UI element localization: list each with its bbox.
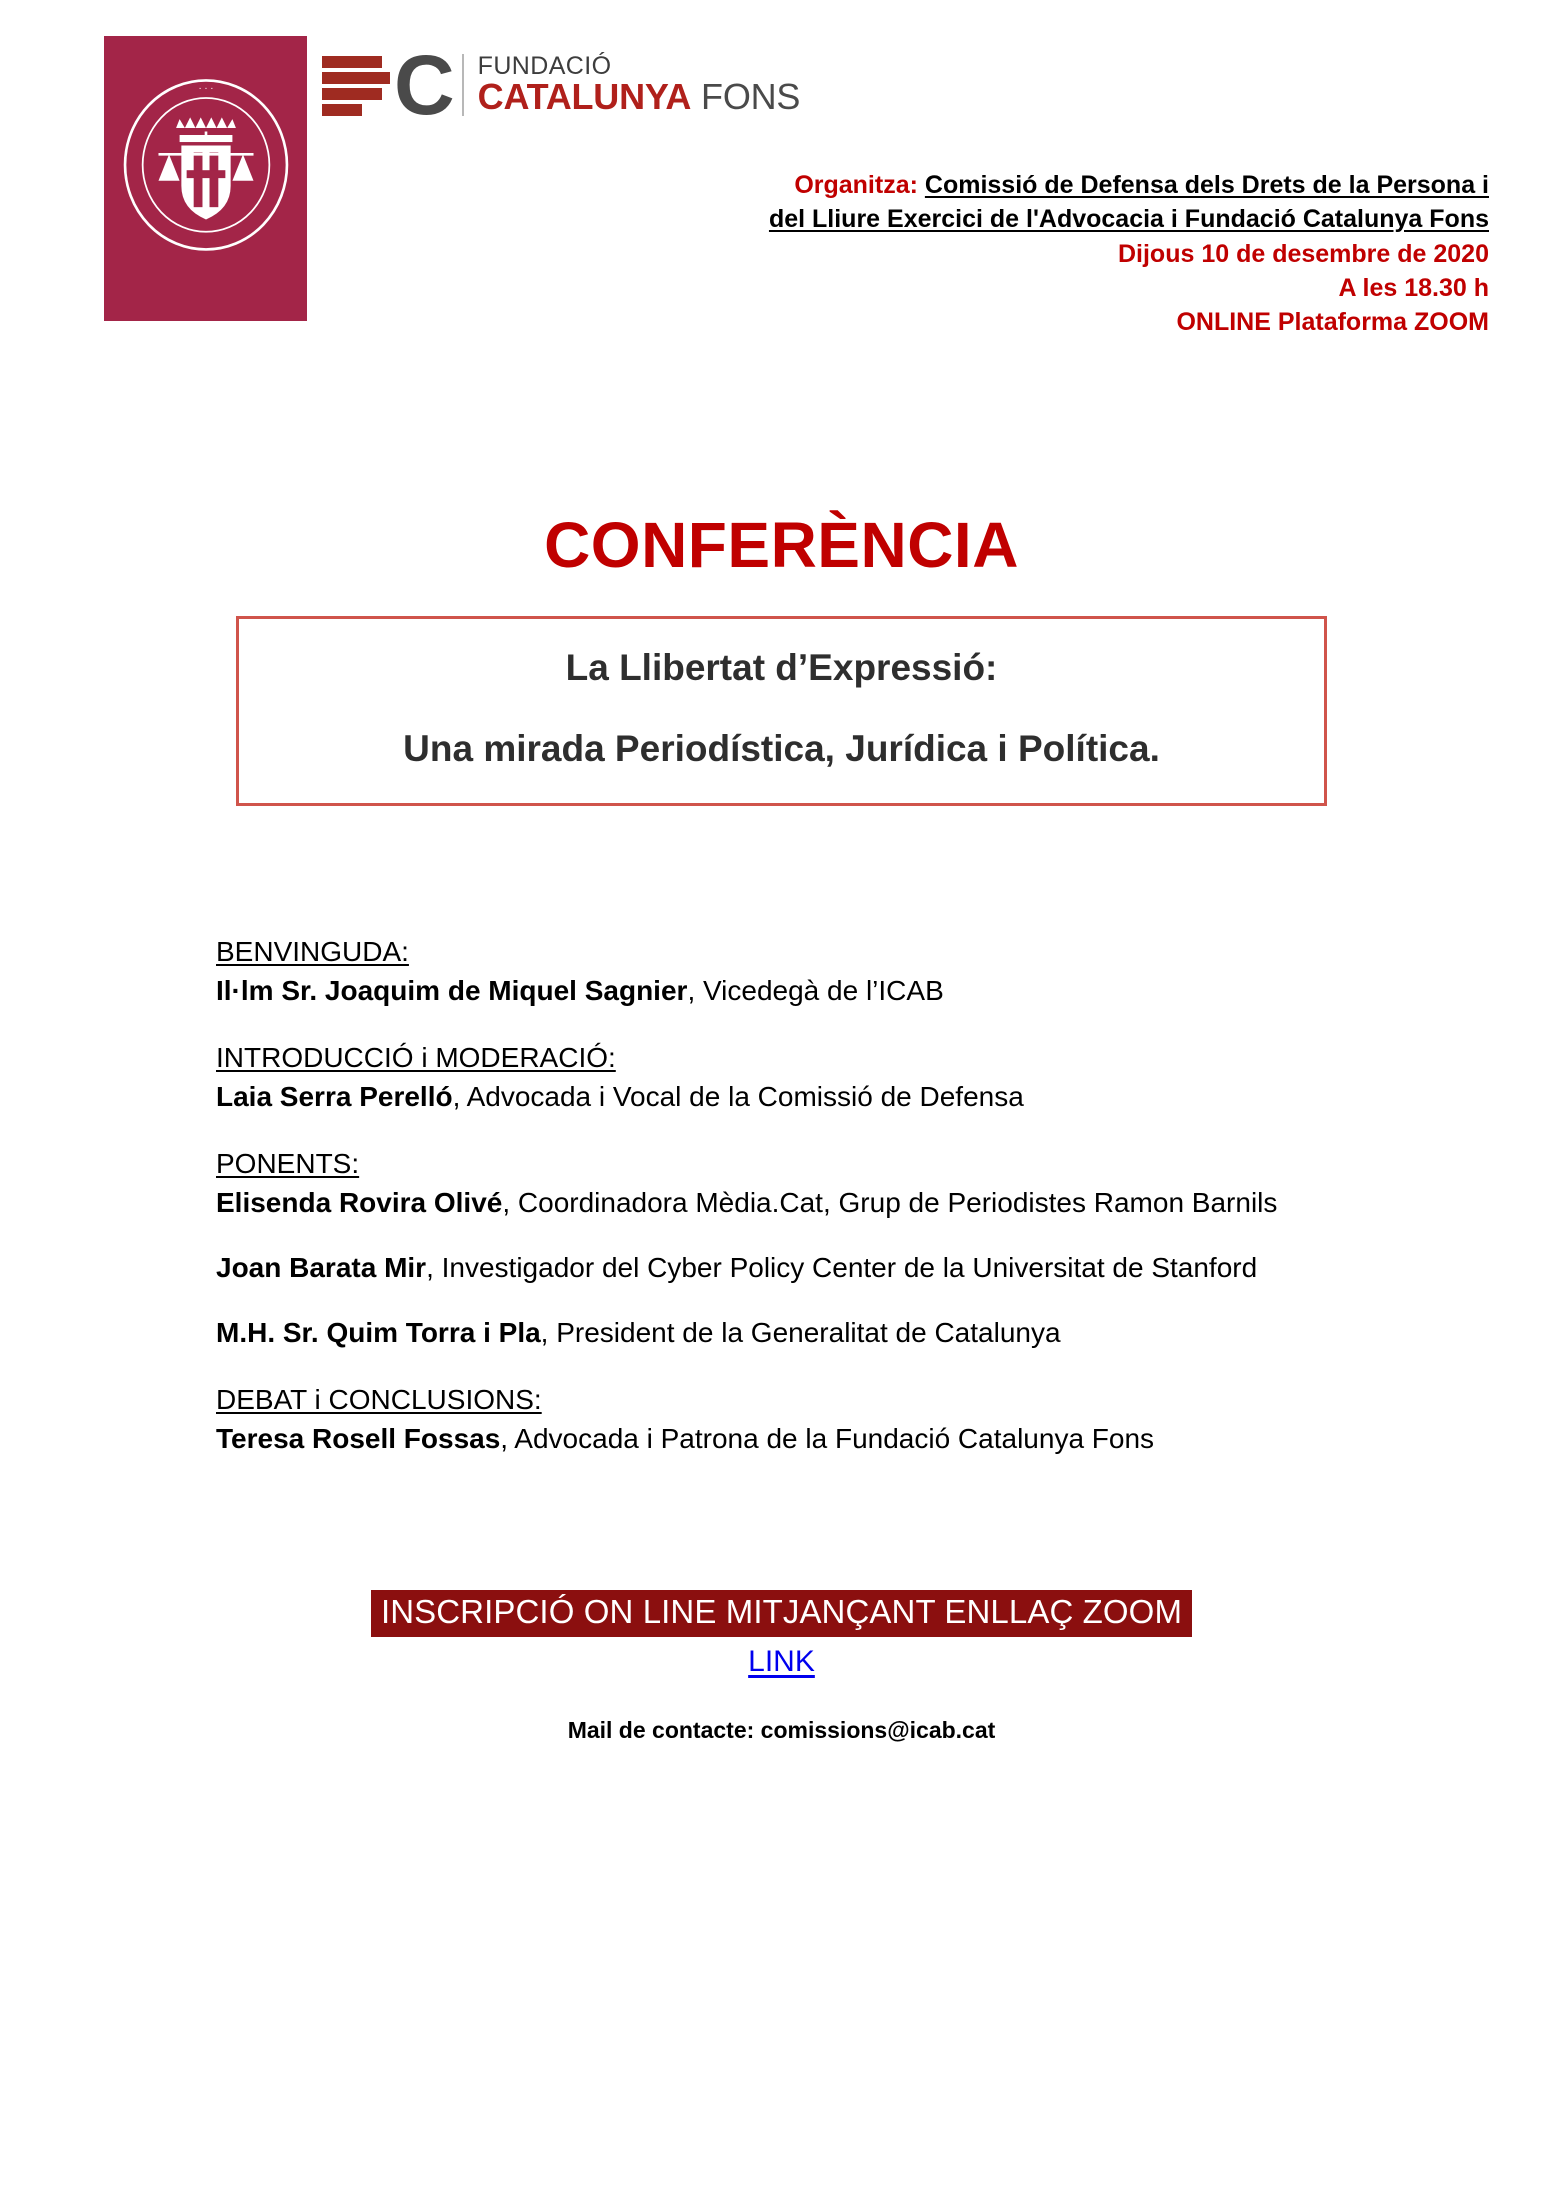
speaker-name: Joan Barata Mir [216,1251,427,1283]
conference-title-box [236,616,1327,806]
conference-title-line-2: Una mirada Periodística, Jurídica i Política. [403,728,1160,769]
speaker-name: Teresa Rosell Fossas [216,1422,501,1454]
program-entry [216,1250,1351,1287]
speaker-role: , Investigador del Cyber Policy Center de la Universitat de Stanford [426,1251,1258,1283]
program-section-debat [216,1382,1351,1458]
registration-banner: INSCRIPCIÓ ON LINE MITJANÇANT ENLLAÇ ZOOM [371,1590,1192,1637]
fundacio-catalunya-fons-logo [322,37,801,132]
fcf-bars-icon [322,54,390,116]
program-section-ponents [216,1146,1351,1352]
section-heading: PONENTS: [216,1147,360,1179]
speaker-role: , Vicedegà de l’ICAB [687,974,944,1006]
fcf-divider [462,54,464,116]
section-heading: BENVINGUDA: [216,936,409,967]
speaker-role: , President de la Generalitat de Catalunya [540,1316,1061,1348]
program-entry [216,1079,1351,1116]
speaker-name: Laia Serra Perelló [216,1080,453,1112]
organizer-line-2 [689,202,1489,236]
icab-seal-icon [118,76,294,252]
icab-logo [104,36,307,321]
poster-footer [0,1590,1563,1744]
speaker-name: M.H. Sr. Quim Torra i Pla [216,1316,541,1348]
fcf-c-letter: C [394,37,452,132]
organizer-line-1 [689,168,1489,202]
program-entry [216,1421,1351,1458]
program-list [216,934,1351,1458]
poster-header [0,0,1563,420]
section-heading: DEBAT i CONCLUSIONS: [216,1383,542,1415]
fcf-fundacio-label: FUNDACIÓ [477,51,612,80]
program-entry [216,973,1351,1010]
event-platform: ONLINE Plataforma ZOOM [1176,308,1489,336]
event-date: Dijous 10 de desembre de 2020 [1117,239,1489,268]
registration-link[interactable]: LINK [748,1644,815,1678]
svg-text:· · ·: · · · [197,82,214,94]
speaker-name: Elisenda Rovira Olivé [216,1186,503,1218]
program-section-benvinguda [216,934,1351,1010]
speaker-role: , Advocada i Patrona de la Fundació Catalunya Fons [500,1422,1155,1454]
organizer-name-part-1: Comissió de Defensa dels Drets de la Persona i [924,171,1489,199]
fcf-wordmark [477,51,801,118]
speaker-role: , Coordinadora Mèdia.Cat, Grup de Periodistes Ramon Barnils [502,1186,1278,1218]
program-entry [216,1315,1351,1352]
fcf-fons-label: FONS [701,76,801,118]
fcf-catalunya-label: CATALUNYA [477,76,692,118]
conference-title-line-1: La Llibertat d’Expressió: [565,647,998,688]
organizer-block [689,168,1489,339]
organizer-name-part-2: del Lliure Exercici de l'Advocacia i Fundació Catalunya Fons [768,205,1489,234]
program-section-introduccio [216,1040,1351,1116]
program-entry [216,1185,1351,1222]
speaker-name: Il·lm Sr. Joaquim de Miquel Sagnier [216,974,688,1006]
event-time: A les 18.30 h [1338,273,1489,302]
page-title: CONFERÈNCIA [544,509,1019,581]
section-heading: INTRODUCCIÓ i MODERACIÓ: [216,1041,616,1073]
organitza-label: Organitza: [794,171,918,199]
speaker-role: , Advocada i Vocal de la Comissió de Defensa [452,1080,1024,1112]
contact-mail: Mail de contacte: comissions@icab.cat [567,1716,996,1743]
